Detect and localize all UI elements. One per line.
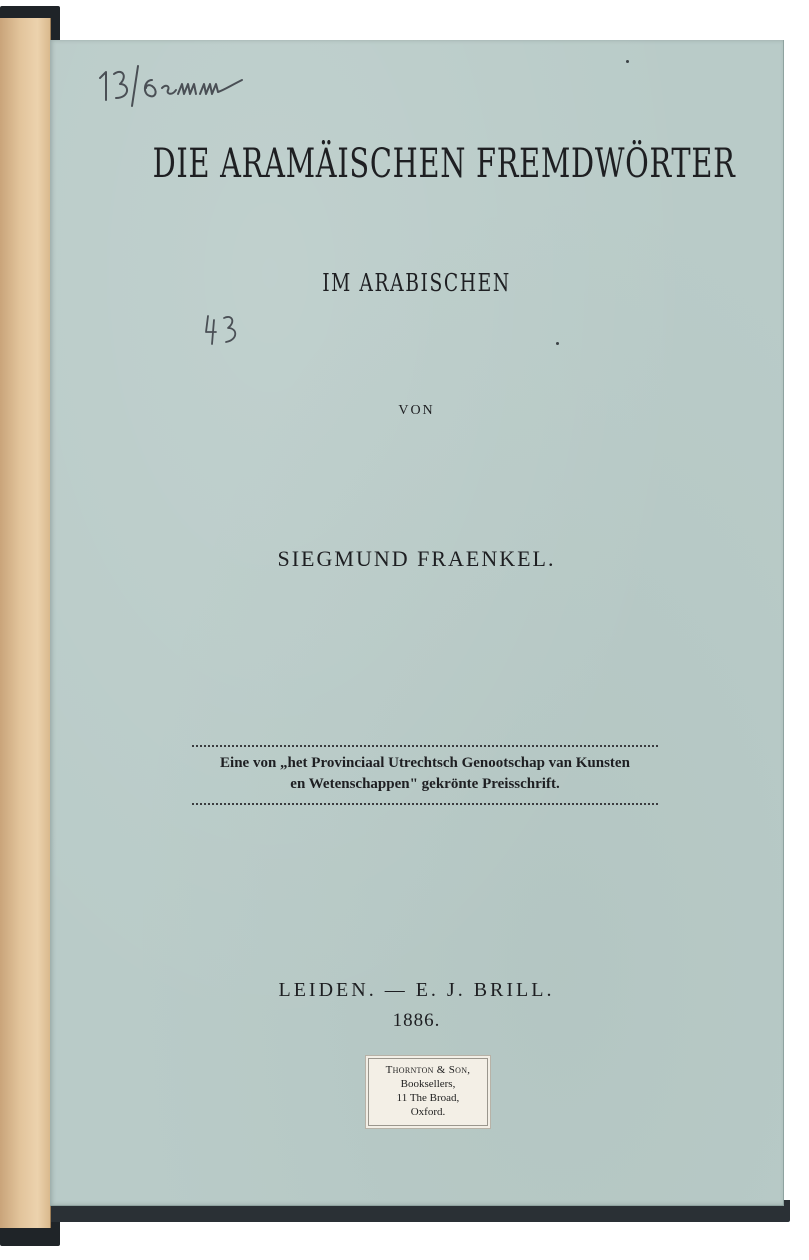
publisher-imprint: LEIDEN. — E. J. BRILL. bbox=[278, 979, 555, 1001]
prize-note-line: Eine von „het Provinciaal Utrechtsch Genootschap van Kunsten bbox=[220, 755, 630, 771]
prize-note-line: en Wetenschappen" gekrönte Preisschrift. bbox=[290, 776, 560, 792]
by-line: VON bbox=[398, 403, 435, 418]
label-line: Booksellers, bbox=[400, 1078, 456, 1090]
paper-speck bbox=[556, 342, 559, 345]
author-name: SIEGMUND FRAENKEL. bbox=[277, 546, 556, 571]
label-line: 11 The Broad, bbox=[396, 1092, 460, 1104]
paper-speck bbox=[626, 60, 629, 63]
bookseller-label bbox=[368, 1058, 488, 1126]
book-subtitle: IM ARABISCHEN bbox=[322, 269, 511, 297]
publication-year: 1886. bbox=[392, 1010, 441, 1031]
book-title: DIE ARAMÄISCHEN FREMDWÖRTER bbox=[152, 141, 736, 187]
label-line: Oxford. bbox=[410, 1106, 446, 1118]
pencil-shelfmark bbox=[92, 50, 262, 120]
endpaper-strip bbox=[0, 18, 51, 1228]
title-page bbox=[50, 40, 784, 1206]
prize-note-box bbox=[192, 745, 658, 805]
label-line: Thornton & Son, bbox=[385, 1064, 471, 1076]
pencil-number bbox=[200, 308, 250, 358]
